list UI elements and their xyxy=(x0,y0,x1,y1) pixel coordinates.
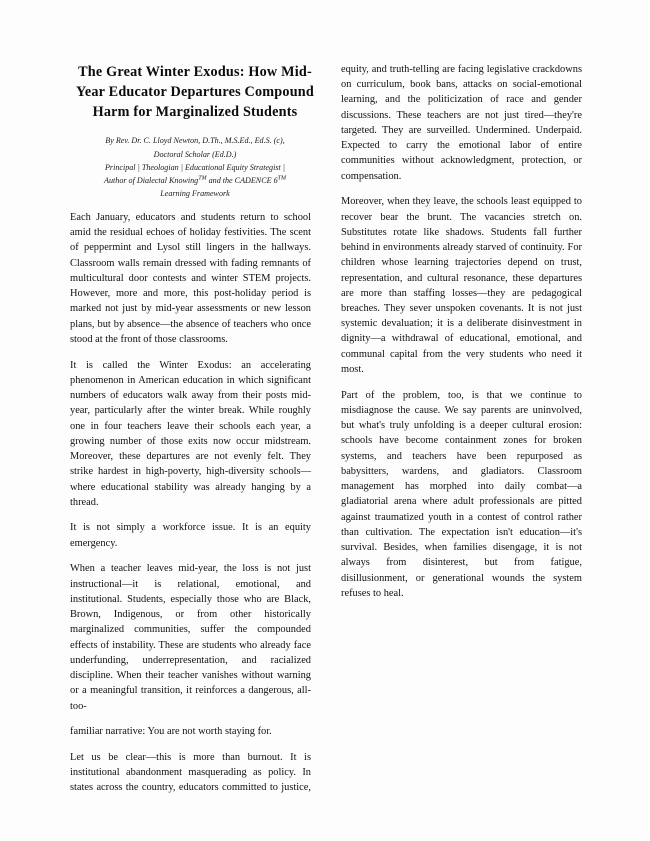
paragraph-left-4: When a teacher leaves mid-year, the loss is not just instructional—it is relational, emotional, and institutional. Students, especially those who are Black, Brown, Indigenous, or from other historically marginalized communities, suffer the compounded effects of instability. These are students who already face underfunding, underrepresentation, and racialized discipline. When their teacher vanishes without warning or a meaningful transition, it reinforces a dangerous, all-too- xyxy=(70,563,311,712)
page-title: The Great Winter Exodus: How Mid-Year Educator Departures Compound Harm for Marginalized Students xyxy=(76,64,314,121)
trademark-icon-2: TM xyxy=(277,175,286,182)
paragraph-left-2: It is called the Winter Exodus: an accelerating phenomenon in American education in which significant numbers of educators walk away from their posts mid-year, particularly after the winter break. While roughly one in four teachers leave their schools each year, a growing number of those exits now occur midstream. Moreover, these departures are not evenly felt. They strike hardest in high-poverty, high-diversity schools—where educational stability was already hanging by a thread. xyxy=(70,359,311,508)
paragraph-right-4: Part of the problem, too, is that we continue to misdiagnose the cause. We say parents are uninvolved, but what's truly unfolding is a deeper cultural erosion: schools have become containment zones for broken systems, and teachers have been repurposed as babysitters, wardens, and gladiators. Classroom management has morphed into daily combat—a gladiatorial arena where adult professionals are pitted against traumatized youth in a contest of control rather than cultivation. The expectation isn't education—it's survival. Besides, when families disengage, it is not always from disinterest, but from fatigue, disillusionment, or generational wounds the system refuses to heal. xyxy=(341,389,582,599)
byline-author-middle: and the CADENCE 6 xyxy=(206,175,278,185)
byline-line-authorship xyxy=(70,174,320,187)
byline-author-prefix: Author of Dialectal Knowing xyxy=(104,175,199,185)
byline-line-doctoral-scholar: Doctoral Scholar (Ed.D.) xyxy=(153,149,237,159)
trademark-icon-1: TM xyxy=(198,175,207,182)
article-masthead xyxy=(70,62,320,200)
paragraph-left-1: Each January, educators and students return to school amid the residual echoes of holiday festivities. The scent of peppermint and Lysol still lingers in the hallways. Classroom walls remain dressed with fading remnants of multicultural door contests and winter STEM projects. However, more and more, this post-holiday period is marked not just by mid-year assessments or new lesson plans, but by absence—the absence of teachers who once stood at the front of those classrooms. xyxy=(70,212,311,345)
article-columns xyxy=(70,62,582,801)
author-byline xyxy=(70,134,320,200)
byline-line-framework: Learning Framework xyxy=(160,188,230,198)
byline-line-credentials: By Rev. Dr. C. Lloyd Newton, D.Th., M.S.Ed., Ed.S. (c), xyxy=(105,136,285,146)
paragraph-right-2: Let us be clear—this is more than burnout. It is institutional abandonment masquerading as policy. In states across the country, educators committed to justice, equity, and truth-telling are facing legislative crackdowns on curriculum, book bans, attacks on social-emotional learning, and the politicization of race and gender discussions. These teachers are not just tired—they're targeted. They are surveilled. Undermined. Underpaid. Expected to carry the emotional labor of entire communities without acknowledgment, protection, or compensation. xyxy=(70,64,582,794)
paragraph-right-3: Moreover, when they leave, the schools least equipped to recover bear the brunt. The vacancies stretch on. Substitutes rotate like shadows. Students fall further behind in environments already starved of continuity. For children whose learning trajectories depend on trust, representation, and cultural resonance, these departures are more than staffing losses—they are pedagogical breaches. They sever unspoken covenants. It is not just systemic devaluation; it is a deliberate disinvestment in dignity—a withdrawal of educational, emotional, and communal capital from the very students who need it most. xyxy=(341,196,582,375)
byline-line-roles: Principal | Theologian | Educational Equity Strategist | xyxy=(104,162,285,172)
paragraph-right-1: familiar narrative: You are not worth staying for. xyxy=(70,726,272,738)
paragraph-left-3: It is not simply a workforce issue. It is an equity emergency. xyxy=(70,522,311,549)
